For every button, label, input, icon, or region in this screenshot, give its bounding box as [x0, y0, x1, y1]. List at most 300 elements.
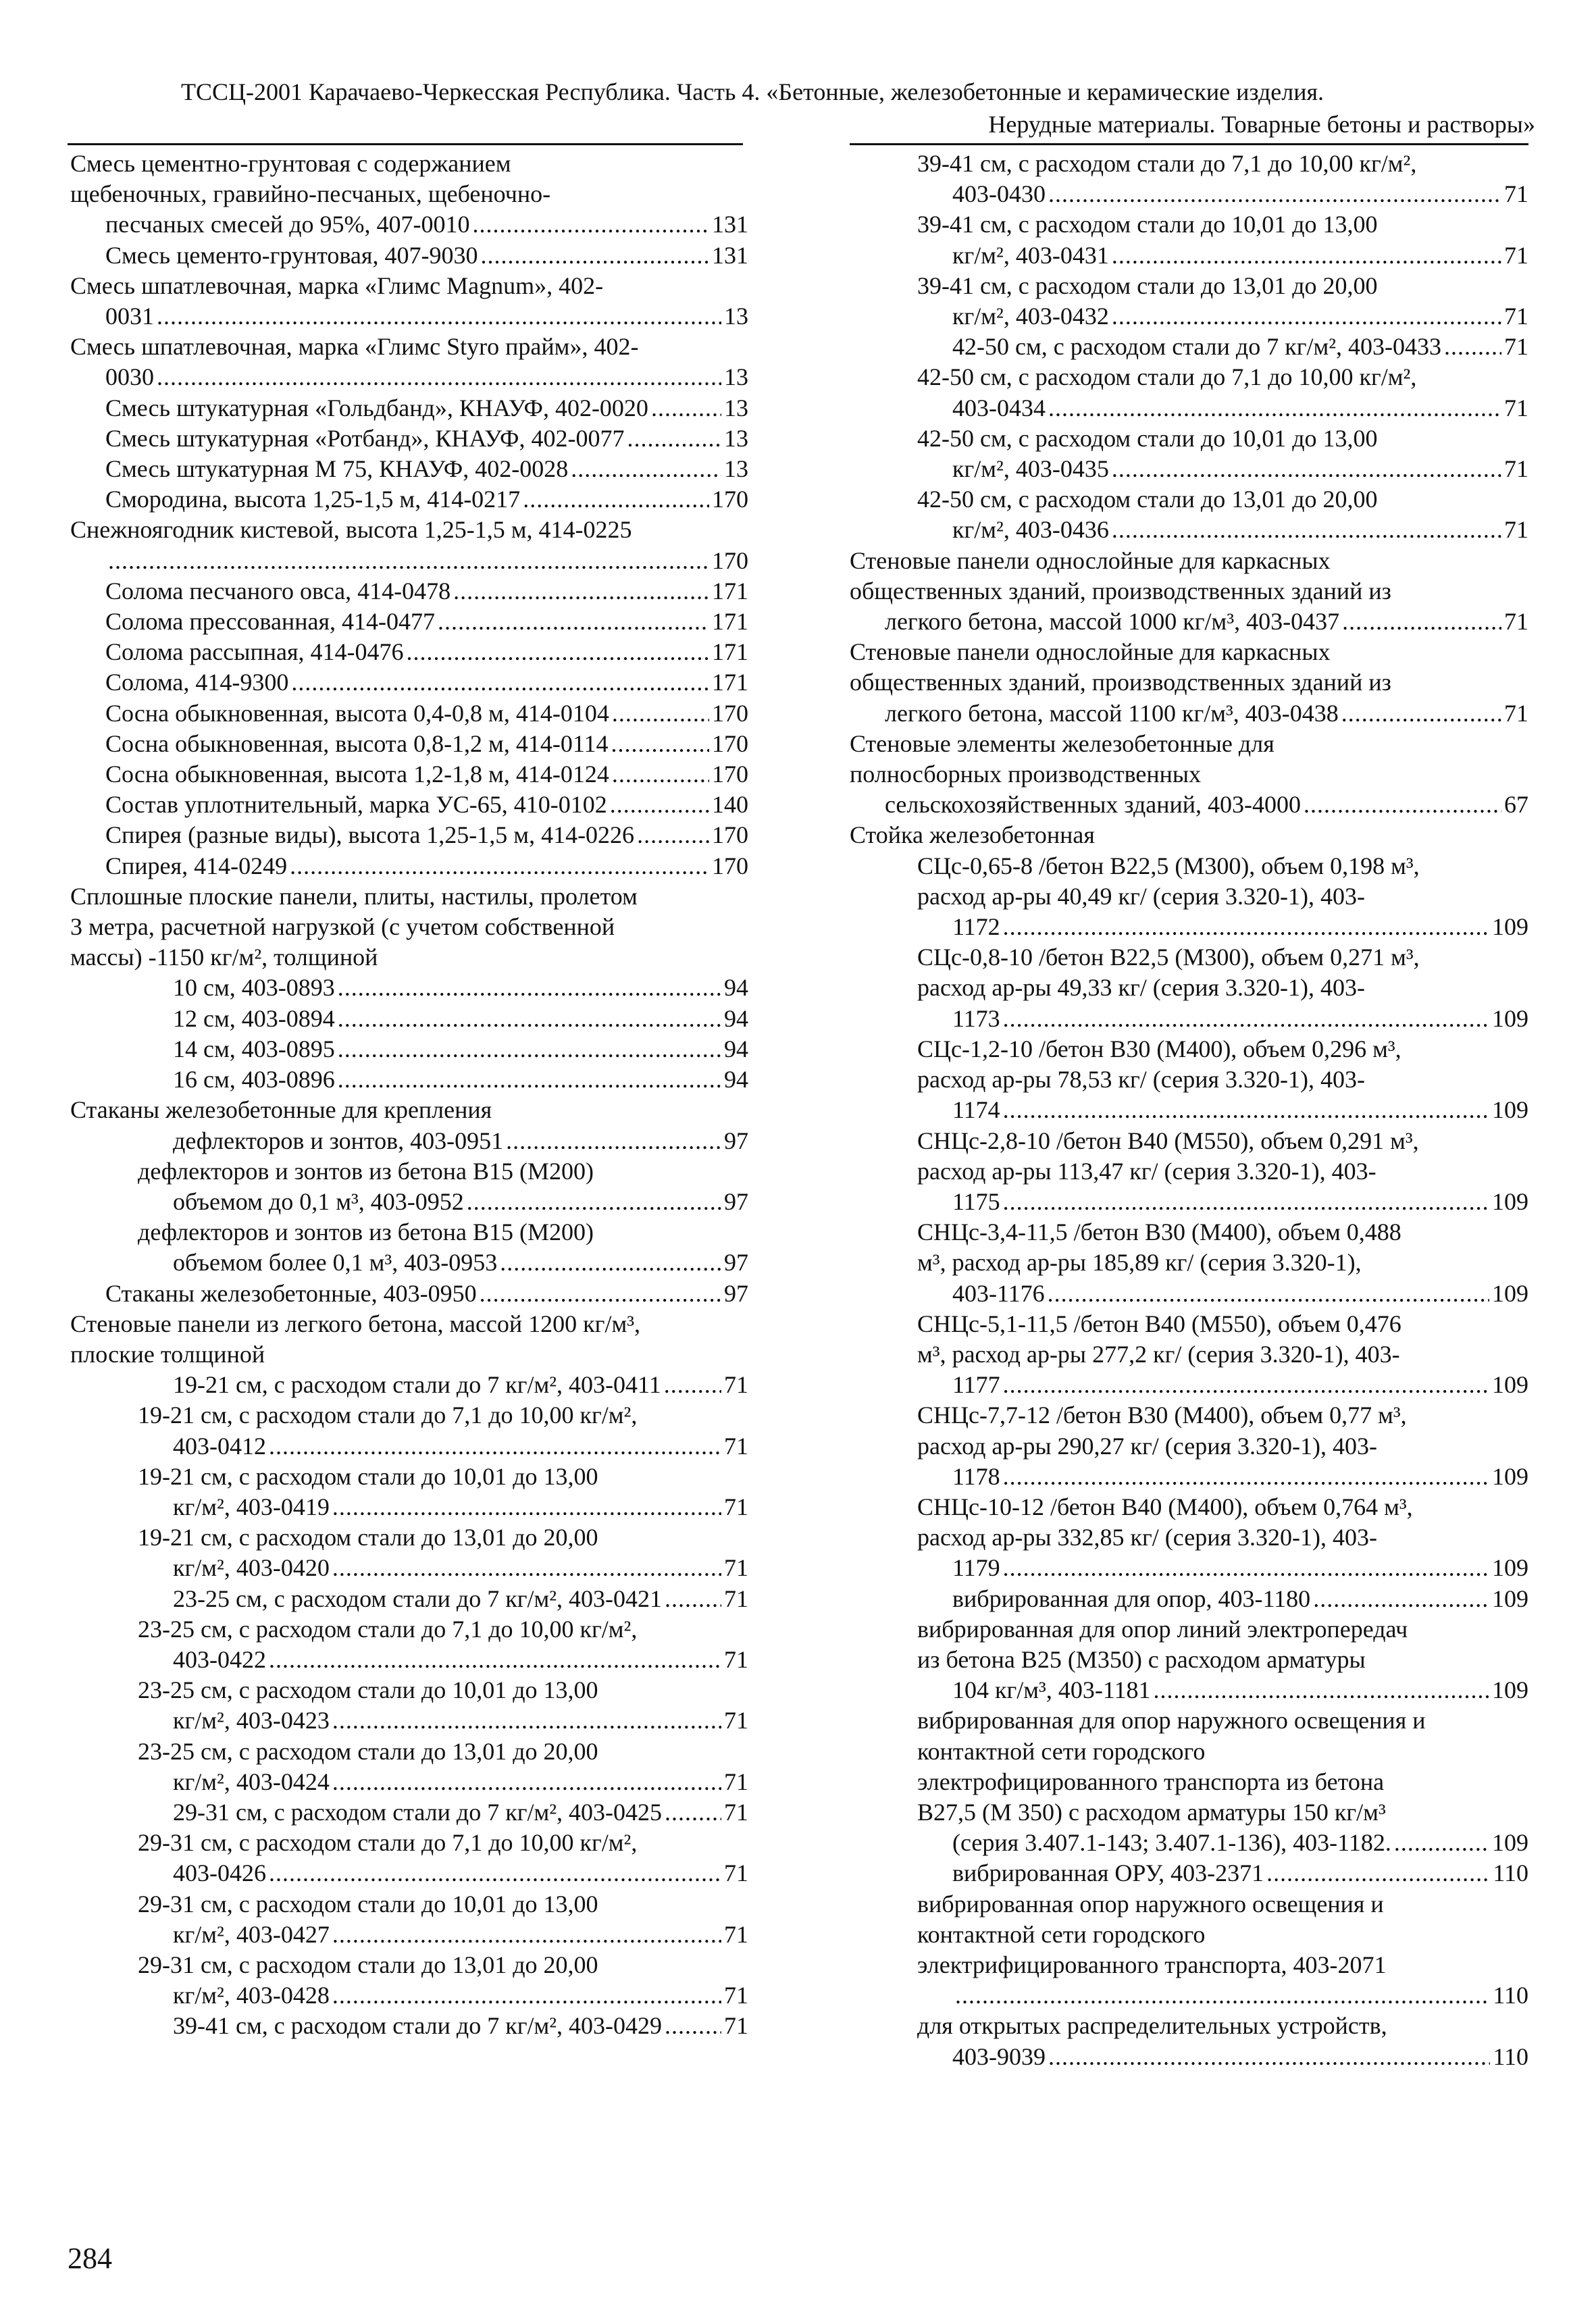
dot-leader: [1003, 1370, 1489, 1400]
entry-last-line: [173, 1370, 748, 1400]
page-reference: 71: [724, 1982, 748, 2009]
entry-text-line: Стеновые панели однослойные для каркасных: [850, 546, 1331, 574]
entry-last-line: [173, 1034, 748, 1064]
entry-text-line: Сосна обыкновенная, высота 0,4-0,8 м, 414-0104: [105, 699, 609, 727]
dot-leader: [338, 1064, 721, 1095]
page-reference: 71: [1504, 699, 1528, 727]
dot-leader: [332, 1705, 721, 1736]
entry-text-line: песчаных смесей до 95%, 407-0010: [105, 211, 470, 238]
entry-last-line: [952, 1004, 1528, 1034]
entry-text-line: 19-21 см, с расходом стали до 13,01 до 20,00: [138, 1524, 598, 1551]
entry-last-line: [952, 1584, 1528, 1614]
entry-text-line: контактной сети городского: [917, 1737, 1206, 1765]
entry-text-line: 12 см, 403-0894: [173, 1004, 335, 1032]
page-reference: 71: [1504, 455, 1528, 483]
index-entry: [70, 790, 748, 820]
page-reference: 71: [1504, 394, 1528, 421]
entry-text-line: СНЦс-3,4-11,5 /бетон В30 (М400), объем 0,488: [917, 1218, 1401, 1246]
entry-last-line: [173, 1767, 748, 1797]
dot-leader: [1112, 515, 1501, 545]
index-entry: [850, 209, 1528, 270]
entry-last-line: [173, 1126, 748, 1156]
entry-text-line: объемом более 0,1 м³, 403-0953: [173, 1249, 498, 1277]
dot-leader: [1003, 1004, 1489, 1034]
page-reference: 109: [1492, 1187, 1528, 1215]
index-entry: [70, 851, 748, 881]
entry-text-line: 19-21 см, с расходом стали до 7 кг/м², 403-0411: [173, 1371, 661, 1399]
dot-leader: [407, 637, 709, 667]
index-entry: [70, 1584, 748, 1614]
entry-text-line: общественных зданий, производственных зданий из: [850, 577, 1391, 605]
index-entry: [70, 2011, 748, 2041]
entry-last-line: [952, 1370, 1528, 1400]
entry-text-line: 1179: [952, 1554, 1000, 1582]
index-column-left: [70, 149, 748, 2042]
page-reference: 170: [712, 729, 748, 757]
entry-last-line: [105, 667, 748, 698]
entry-text-line: В27,5 (М 350) с расходом арматуры 150 кг/м³: [917, 1798, 1386, 1826]
index-entry: [70, 271, 748, 332]
entry-text-line: 1175: [952, 1187, 1000, 1215]
entry-last-line: [952, 454, 1528, 484]
index-entry: [850, 1705, 1528, 1858]
header-line-1: ТССЦ-2001 Карачаево-Черкесская Республика. Часть 4. «Бетонные, железобетонные и керамические изделия.: [181, 78, 1324, 105]
page-reference: 71: [724, 2012, 748, 2040]
entry-last-line: [952, 1462, 1528, 1492]
entry-text-line: Стеновые панели из легкого бетона, массой 1200 кг/м³,: [70, 1310, 641, 1337]
entry-last-line: [885, 790, 1528, 820]
entry-text-line: 1178: [952, 1462, 1000, 1490]
entry-text-line: расход ар-ры 40,49 кг/ (серия 3.320-1), 403-: [917, 882, 1365, 910]
entry-last-line: [952, 240, 1528, 271]
page-reference: 67: [1504, 791, 1528, 819]
entry-text-line: Смесь штукатурная М 75, КНАУФ, 402-0028: [105, 455, 569, 483]
entry-text-line: кг/м², 403-0424: [173, 1768, 330, 1795]
index-entry: [850, 1614, 1528, 1706]
page-reference: 109: [1492, 1096, 1528, 1124]
index-entry: [70, 515, 748, 575]
dot-leader: [157, 362, 721, 392]
entry-text-line: Состав уплотнительный, марка УС-65, 410-0102: [105, 791, 607, 819]
entry-text-line: 403-0426: [173, 1859, 266, 1887]
entry-text-line: 19-21 см, с расходом стали до 10,01 до 13,00: [138, 1462, 598, 1490]
page-reference: 171: [712, 608, 748, 636]
dot-leader: [338, 973, 721, 1003]
entry-text-line: 403-9039: [952, 2042, 1046, 2070]
entry-text-line: дефлекторов и зонтов из бетона В15 (М200): [138, 1157, 594, 1185]
entry-text-line: Спирея, 414-0249: [105, 852, 288, 879]
index-entry: [850, 484, 1528, 545]
running-header: [68, 76, 1535, 140]
entry-text-line: 0031: [105, 303, 154, 330]
entry-text-line: кг/м², 403-0428: [173, 1982, 330, 2009]
index-entry: [70, 1400, 748, 1461]
entry-last-line: [173, 1980, 748, 2011]
entry-text-line: м³, расход ар-ры 185,89 кг/ (серия 3.320-1),: [917, 1249, 1362, 1277]
dot-leader: [338, 1034, 721, 1064]
entry-last-line: [105, 240, 748, 271]
entry-text-line: кг/м², 403-0431: [952, 241, 1109, 269]
entry-text-line: легкого бетона, массой 1000 кг/м³, 403-0437: [885, 608, 1340, 636]
entry-text-line: из бетона В25 (М350) с расходом арматуры: [917, 1645, 1366, 1673]
entry-last-line: [105, 546, 748, 576]
index-entry: [70, 1950, 748, 2011]
page-reference: 109: [1492, 913, 1528, 941]
entry-last-line: [173, 973, 748, 1003]
entry-text-line: Стаканы железобетонные для крепления: [70, 1096, 492, 1124]
page-reference: 71: [1504, 608, 1528, 636]
entry-last-line: [952, 332, 1528, 362]
entry-text-line: Солома рассыпная, 414-0476: [105, 638, 404, 666]
dot-leader: [1153, 1675, 1489, 1705]
index-entry: [850, 271, 1528, 332]
entry-last-line: [952, 1828, 1528, 1858]
entry-last-line: [952, 1279, 1528, 1309]
dot-leader: [610, 790, 709, 820]
index-entry: [70, 1126, 748, 1156]
index-entry: [70, 1156, 748, 1217]
page-reference: 140: [712, 791, 748, 819]
entry-text-line: 29-31 см, с расходом стали до 10,01 до 13,00: [138, 1890, 598, 1918]
dot-leader: [1003, 1095, 1489, 1125]
entry-text-line: Сосна обыкновенная, высота 0,8-1,2 м, 414-0114: [105, 729, 609, 757]
page-reference: 71: [724, 1554, 748, 1582]
entry-text-line: вибрированная ОРУ, 403-2371: [952, 1859, 1264, 1887]
page-reference: 13: [724, 455, 748, 483]
index-entry: [70, 393, 748, 423]
entry-text-line: электрофицированного транспорта из бетона: [917, 1768, 1385, 1795]
entry-last-line: [952, 1553, 1528, 1583]
dot-leader: [453, 576, 709, 607]
entry-text-line: сельскохозяйственных зданий, 403-4000: [885, 791, 1302, 819]
entry-text-line: полносборных производственных: [850, 761, 1202, 788]
page-reference: 109: [1492, 1829, 1528, 1857]
page-reference: 71: [1504, 333, 1528, 361]
page-reference: 170: [712, 546, 748, 574]
entry-text-line: расход ар-ры 332,85 кг/ (серия 3.320-1), 403-: [917, 1524, 1377, 1551]
entry-last-line: [173, 1645, 748, 1675]
entry-text-line: 23-25 см, с расходом стали до 7,1 до 10,00 кг/м²,: [138, 1615, 638, 1643]
entry-text-line: СНЦс-10-12 /бетон В40 (М400), объем 0,764 м³,: [917, 1493, 1413, 1520]
index-entry: [70, 1279, 748, 1309]
page-reference: 109: [1492, 1004, 1528, 1032]
dot-leader: [269, 1858, 721, 1888]
index-entry: [70, 240, 748, 271]
dot-leader: [467, 1187, 721, 1217]
entry-text-line: 0030: [105, 363, 154, 391]
dot-leader: [665, 1797, 721, 1828]
page-reference: 94: [724, 1004, 748, 1032]
entry-last-line: [173, 1584, 748, 1614]
page-reference: 97: [724, 1187, 748, 1215]
page-reference: 71: [724, 1432, 748, 1460]
header-rule-left: [68, 143, 743, 145]
entry-text-line: Стойка железобетонная: [850, 821, 1095, 849]
entry-last-line: [105, 454, 748, 484]
index-entry: [70, 1217, 748, 1278]
dot-leader: [269, 1645, 721, 1675]
page-reference: 170: [712, 852, 748, 879]
dot-leader: [1304, 790, 1501, 820]
entry-text-line: 403-0422: [173, 1645, 266, 1673]
dot-leader: [1394, 1828, 1489, 1858]
entry-last-line: [173, 1064, 748, 1095]
entry-text-line: для открытых распределительных устройств,: [917, 2012, 1387, 2040]
entry-text-line: 10 см, 403-0893: [173, 974, 335, 1002]
dot-leader: [1341, 698, 1501, 729]
page-reference: 110: [1493, 1982, 1528, 2009]
index-entry: [850, 2011, 1528, 2072]
dot-leader: [1048, 1279, 1489, 1309]
entry-last-line: [952, 179, 1528, 209]
entry-last-line: [173, 1248, 748, 1278]
entry-text-line: Смесь цементно-грунтовая с содержанием: [70, 150, 511, 177]
page-reference: 13: [724, 424, 748, 452]
entry-text-line: 3 метра, расчетной нагрузкой (с учетом собственной: [70, 913, 615, 941]
page-reference: 97: [724, 1249, 748, 1277]
index-entry: [70, 881, 748, 973]
entry-text-line: Солома прессованная, 414-0477: [105, 608, 435, 636]
entry-last-line: [952, 301, 1528, 332]
entry-text-line: Смесь цементо-грунтовая, 407-9030: [105, 241, 478, 269]
entry-text-line: 42-50 см, с расходом стали до 10,01 до 13,00: [917, 424, 1378, 452]
entry-text-line: кг/м², 403-0435: [952, 455, 1109, 483]
index-entry: [70, 1737, 748, 1797]
entry-last-line: [885, 607, 1528, 637]
entry-last-line: [173, 1705, 748, 1736]
index-entry: [70, 332, 748, 392]
page-reference: 171: [712, 669, 748, 696]
dot-leader: [1003, 1553, 1489, 1583]
entry-text-line: Сосна обыкновенная, высота 1,2-1,8 м, 414-0124: [105, 761, 609, 788]
index-entry: [70, 698, 748, 729]
entry-last-line: [105, 759, 748, 790]
index-entry: [850, 1858, 1528, 1888]
page-reference: 110: [1493, 2042, 1528, 2070]
dot-leader: [1003, 1187, 1489, 1217]
entry-text-line: 42-50 см, с расходом стали до 13,01 до 20,00: [917, 486, 1378, 513]
dot-leader: [506, 1126, 721, 1156]
entry-text-line: 29-31 см, с расходом стали до 13,01 до 20,00: [138, 1951, 598, 1978]
page-reference: 170: [712, 699, 748, 727]
entry-text-line: Смородина, высота 1,25-1,5 м, 414-0217: [105, 486, 521, 513]
dot-leader: [1048, 393, 1501, 423]
page-reference: 94: [724, 1066, 748, 1094]
index-entry: [70, 1462, 748, 1522]
index-entry: [70, 1095, 748, 1125]
page-reference: 71: [724, 1585, 748, 1612]
entry-text-line: 104 кг/м³, 403-1181: [952, 1676, 1151, 1704]
index-entry: [850, 149, 1528, 209]
page-reference: 71: [724, 1371, 748, 1399]
entry-text-line: кг/м², 403-0423: [173, 1707, 330, 1734]
index-entry: [70, 1309, 748, 1370]
dot-leader: [665, 1584, 721, 1614]
entry-last-line: [952, 1980, 1528, 2011]
entry-text-line: 42-50 см, с расходом стали до 7 кг/м², 403-0433: [952, 333, 1442, 361]
index-entry: [70, 607, 748, 637]
page-reference: 71: [724, 1707, 748, 1734]
page-reference: 109: [1492, 1554, 1528, 1582]
dot-leader: [269, 1431, 721, 1462]
index-entry: [850, 1584, 1528, 1614]
page-reference: 170: [712, 761, 748, 788]
entry-text-line: Смесь штукатурная «Ротбанд», КНАУФ, 402-0077: [105, 424, 625, 452]
entry-last-line: [105, 393, 748, 423]
dot-leader: [665, 2011, 721, 2041]
dot-leader: [571, 454, 721, 484]
entry-text-line: 23-25 см, с расходом стали до 10,01 до 13,00: [138, 1676, 598, 1704]
page-reference: 94: [724, 974, 748, 1002]
page-reference: 71: [724, 1798, 748, 1826]
dot-leader: [611, 729, 710, 759]
index-entry: [70, 423, 748, 454]
entry-text-line: 1173: [952, 1004, 1000, 1032]
entry-text-line: СЦс-1,2-10 /бетон В30 (М400), объем 0,296 м³,: [917, 1035, 1401, 1062]
dot-leader: [332, 1980, 721, 2011]
dot-leader: [1048, 2042, 1490, 2072]
entry-text-line: общественных зданий, производственных зданий из: [850, 669, 1391, 696]
page-reference: 71: [724, 1920, 748, 1948]
index-entry: [70, 484, 748, 515]
entry-text-line: 403-0434: [952, 394, 1046, 421]
entry-text-line: 39-41 см, с расходом стали до 7,1 до 10,00 кг/м²,: [917, 150, 1417, 177]
entry-text-line: 39-41 см, с расходом стали до 13,01 до 20,00: [917, 272, 1378, 299]
dot-leader: [955, 1980, 1490, 2011]
page-reference: 71: [724, 1859, 748, 1887]
index-entry: [70, 454, 748, 484]
header-rule-right: [850, 143, 1528, 145]
dot-leader: [157, 301, 721, 332]
dot-leader: [291, 667, 709, 698]
entry-text-line: Солома, 414-9300: [105, 669, 289, 696]
index-entry: [70, 667, 748, 698]
entry-text-line: кг/м², 403-0436: [952, 516, 1109, 544]
entry-text-line: плоские толщиной: [70, 1340, 265, 1368]
entry-last-line: [952, 1675, 1528, 1705]
dot-leader: [480, 1279, 721, 1309]
dot-leader: [1112, 240, 1501, 271]
dot-leader: [637, 820, 709, 850]
page-reference: 13: [724, 303, 748, 330]
entry-last-line: [952, 393, 1528, 423]
page-number: 284: [68, 2242, 112, 2275]
entry-text-line: объемом до 0,1 м³, 403-0952: [173, 1187, 464, 1215]
entry-text-line: Сплошные плоские панели, плиты, настилы, пролетом: [70, 882, 638, 910]
index-entry: [850, 1400, 1528, 1492]
page-reference: 109: [1492, 1676, 1528, 1704]
entry-last-line: [173, 1431, 748, 1462]
header-line-2: Нерудные материалы. Товарные бетоны и растворы»: [988, 111, 1535, 138]
entry-text-line: СЦс-0,65-8 /бетон В22,5 (М300), объем 0,198 м³,: [917, 852, 1420, 879]
page-reference: 71: [1504, 303, 1528, 330]
page-reference: 109: [1492, 1279, 1528, 1307]
entry-last-line: [105, 301, 748, 332]
entry-text-line: 403-1176: [952, 1279, 1045, 1307]
entry-last-line: [105, 729, 748, 759]
entry-last-line: [173, 1797, 748, 1828]
dot-leader: [473, 209, 709, 240]
index-entry: [850, 637, 1528, 729]
page-reference: 131: [712, 211, 748, 238]
entry-last-line: [105, 1279, 748, 1309]
dot-leader: [612, 698, 709, 729]
entry-text-line: вибрированная для опор линий электропередач: [917, 1615, 1408, 1643]
page-reference: 13: [724, 363, 748, 391]
index-entry: [850, 942, 1528, 1034]
dot-leader: [332, 1920, 721, 1950]
entry-text-line: кг/м², 403-0420: [173, 1554, 330, 1582]
entry-text-line: дефлекторов и зонтов, 403-0951: [173, 1127, 504, 1154]
dot-leader: [1003, 1462, 1489, 1492]
index-entry: [850, 1217, 1528, 1309]
index-entry: [850, 1034, 1528, 1126]
page-reference: 170: [712, 821, 748, 849]
index-entry: [850, 1126, 1528, 1218]
index-entry: [850, 1309, 1528, 1401]
entry-last-line: [952, 1187, 1528, 1217]
entry-text-line: СНЦс-5,1-11,5 /бетон В40 (М550), объем 0,476: [917, 1310, 1401, 1337]
page-reference: 171: [712, 577, 748, 605]
entry-last-line: [105, 423, 748, 454]
page-reference: 94: [724, 1035, 748, 1062]
page-reference: 71: [1504, 180, 1528, 208]
dot-leader: [332, 1767, 721, 1797]
dot-leader: [332, 1492, 721, 1522]
entry-text-line: Смесь штукатурная «Гольдбанд», КНАУФ, 402-0020: [105, 394, 648, 421]
entry-text-line: 14 см, 403-0895: [173, 1035, 335, 1062]
index-entry: [850, 362, 1528, 423]
entry-text-line: (серия 3.407.1-143; 3.407.1-136), 403-1182.: [952, 1829, 1391, 1857]
entry-text-line: 23-25 см, с расходом стали до 13,01 до 20,00: [138, 1737, 598, 1765]
entry-text-line: Снежноягодник кистевой, высота 1,25-1,5 м, 414-0225: [70, 516, 632, 544]
entry-last-line: [173, 1187, 748, 1217]
entry-text-line: расход ар-ры 49,33 кг/ (серия 3.320-1), 403-: [917, 974, 1365, 1002]
page-reference: 109: [1492, 1585, 1528, 1612]
entry-text-line: 1174: [952, 1096, 1000, 1124]
entry-last-line: [105, 484, 748, 515]
page-reference: 71: [1504, 241, 1528, 269]
entry-last-line: [105, 851, 748, 881]
dot-leader: [1342, 607, 1501, 637]
page-reference: 110: [1493, 1859, 1528, 1887]
dot-leader: [612, 759, 709, 790]
entry-text-line: кг/м², 403-0432: [952, 303, 1109, 330]
page-reference: 170: [712, 486, 748, 513]
entry-text-line: расход ар-ры 290,27 кг/ (серия 3.320-1), 403-: [917, 1432, 1377, 1460]
dot-leader: [1048, 179, 1501, 209]
entry-text-line: 23-25 см, с расходом стали до 7 кг/м², 403-0421: [173, 1585, 663, 1612]
entry-last-line: [952, 1858, 1528, 1888]
dot-leader: [1112, 454, 1501, 484]
index-entry: [70, 729, 748, 759]
entry-text-line: Спирея (разные виды), высота 1,25-1,5 м, 414-0226: [105, 821, 635, 849]
entry-last-line: [952, 912, 1528, 942]
dot-leader: [664, 1370, 721, 1400]
entry-text-line: 1177: [952, 1371, 1000, 1399]
page-reference: 97: [724, 1127, 748, 1154]
index-entry: [850, 820, 1528, 850]
entry-text-line: Стаканы железобетонные, 403-0950: [105, 1279, 477, 1307]
index-column-right: [850, 149, 1528, 2072]
index-entry: [850, 546, 1528, 638]
entry-text-line: электрифицированного транспорта, 403-2071: [917, 1951, 1387, 1978]
dot-leader: [108, 546, 709, 576]
page-reference: 71: [1504, 516, 1528, 544]
index-entry: [70, 1370, 748, 1400]
index-entry: [850, 729, 1528, 821]
entry-text-line: Смесь шпатлевочная, марка «Глимс Styro прайм», 402-: [70, 333, 639, 361]
